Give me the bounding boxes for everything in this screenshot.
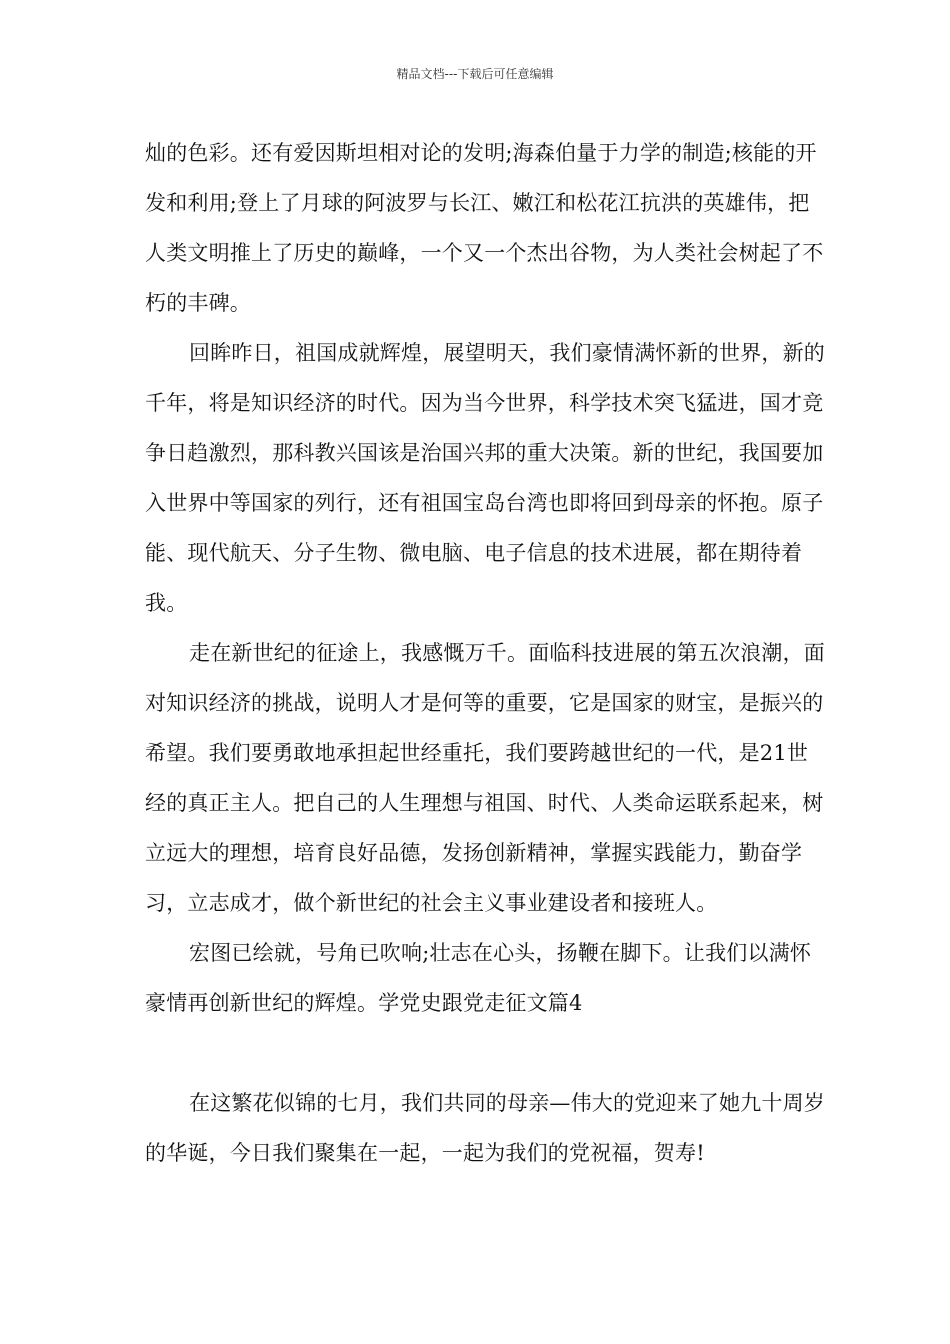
paragraph-3: 走在新世纪的征途上，我感慨万千。面临科技进展的第五次浪潮，面对知识经济的挑战，说明人才是何等的重要，它是国家的财宝，是振兴的希望。我们要勇敢地承担起世经重托，我们要跨越世纪的一代，是21世经的真正主人。把自己的人生理想与祖国、时代、人类命运联系起来，树立远大的理想，培育良好品德，发扬创新精神，掌握实践能力，勤奋学习，立志成才，做个新世纪的社会主义事业建设者和接班人。 bbox=[145, 641, 825, 915]
paragraph-1: 灿的色彩。还有爱因斯坦相对论的发明;海森伯量于力学的制造;核能的开发和利用;登上了月球的阿波罗与长江、嫩江和松花江抗洪的英雄伟，把人类文明推上了历史的巅峰，一个又一个杰出谷物，为人类社会树起了不朽的丰碑。 bbox=[145, 141, 824, 315]
paragraph-gap bbox=[145, 1028, 825, 1078]
paragraph-5: 在这繁花似锦的七月，我们共同的母亲—伟大的党迎来了她九十周岁的华诞，今日我们聚集在一起，一起为我们的党祝福，贺寿! bbox=[145, 1091, 825, 1165]
document-body bbox=[145, 128, 825, 1178]
paragraph-4: 宏图已绘就，号角已吹响;壮志在心头，扬鞭在脚下。让我们以满怀豪情再创新世纪的辉煌。学党史跟党走征文篇4 bbox=[145, 941, 812, 1015]
paragraph-2: 回眸昨日，祖国成就辉煌，展望明天，我们豪情满怀新的世界，新的千年，将是知识经济的时代。因为当今世界，科学技术突飞猛进，国才竞争日趋激烈，那科教兴国该是治国兴邦的重大决策。新的世纪，我国要加入世界中等国家的列行，还有祖国宝岛台湾也即将回到母亲的怀抱。原子能、现代航天、分子生物、微电脑、电子信息的技术进展，都在期待着我。 bbox=[145, 341, 825, 615]
page-header: 精品文档---下载后可任意编辑 bbox=[396, 67, 554, 81]
